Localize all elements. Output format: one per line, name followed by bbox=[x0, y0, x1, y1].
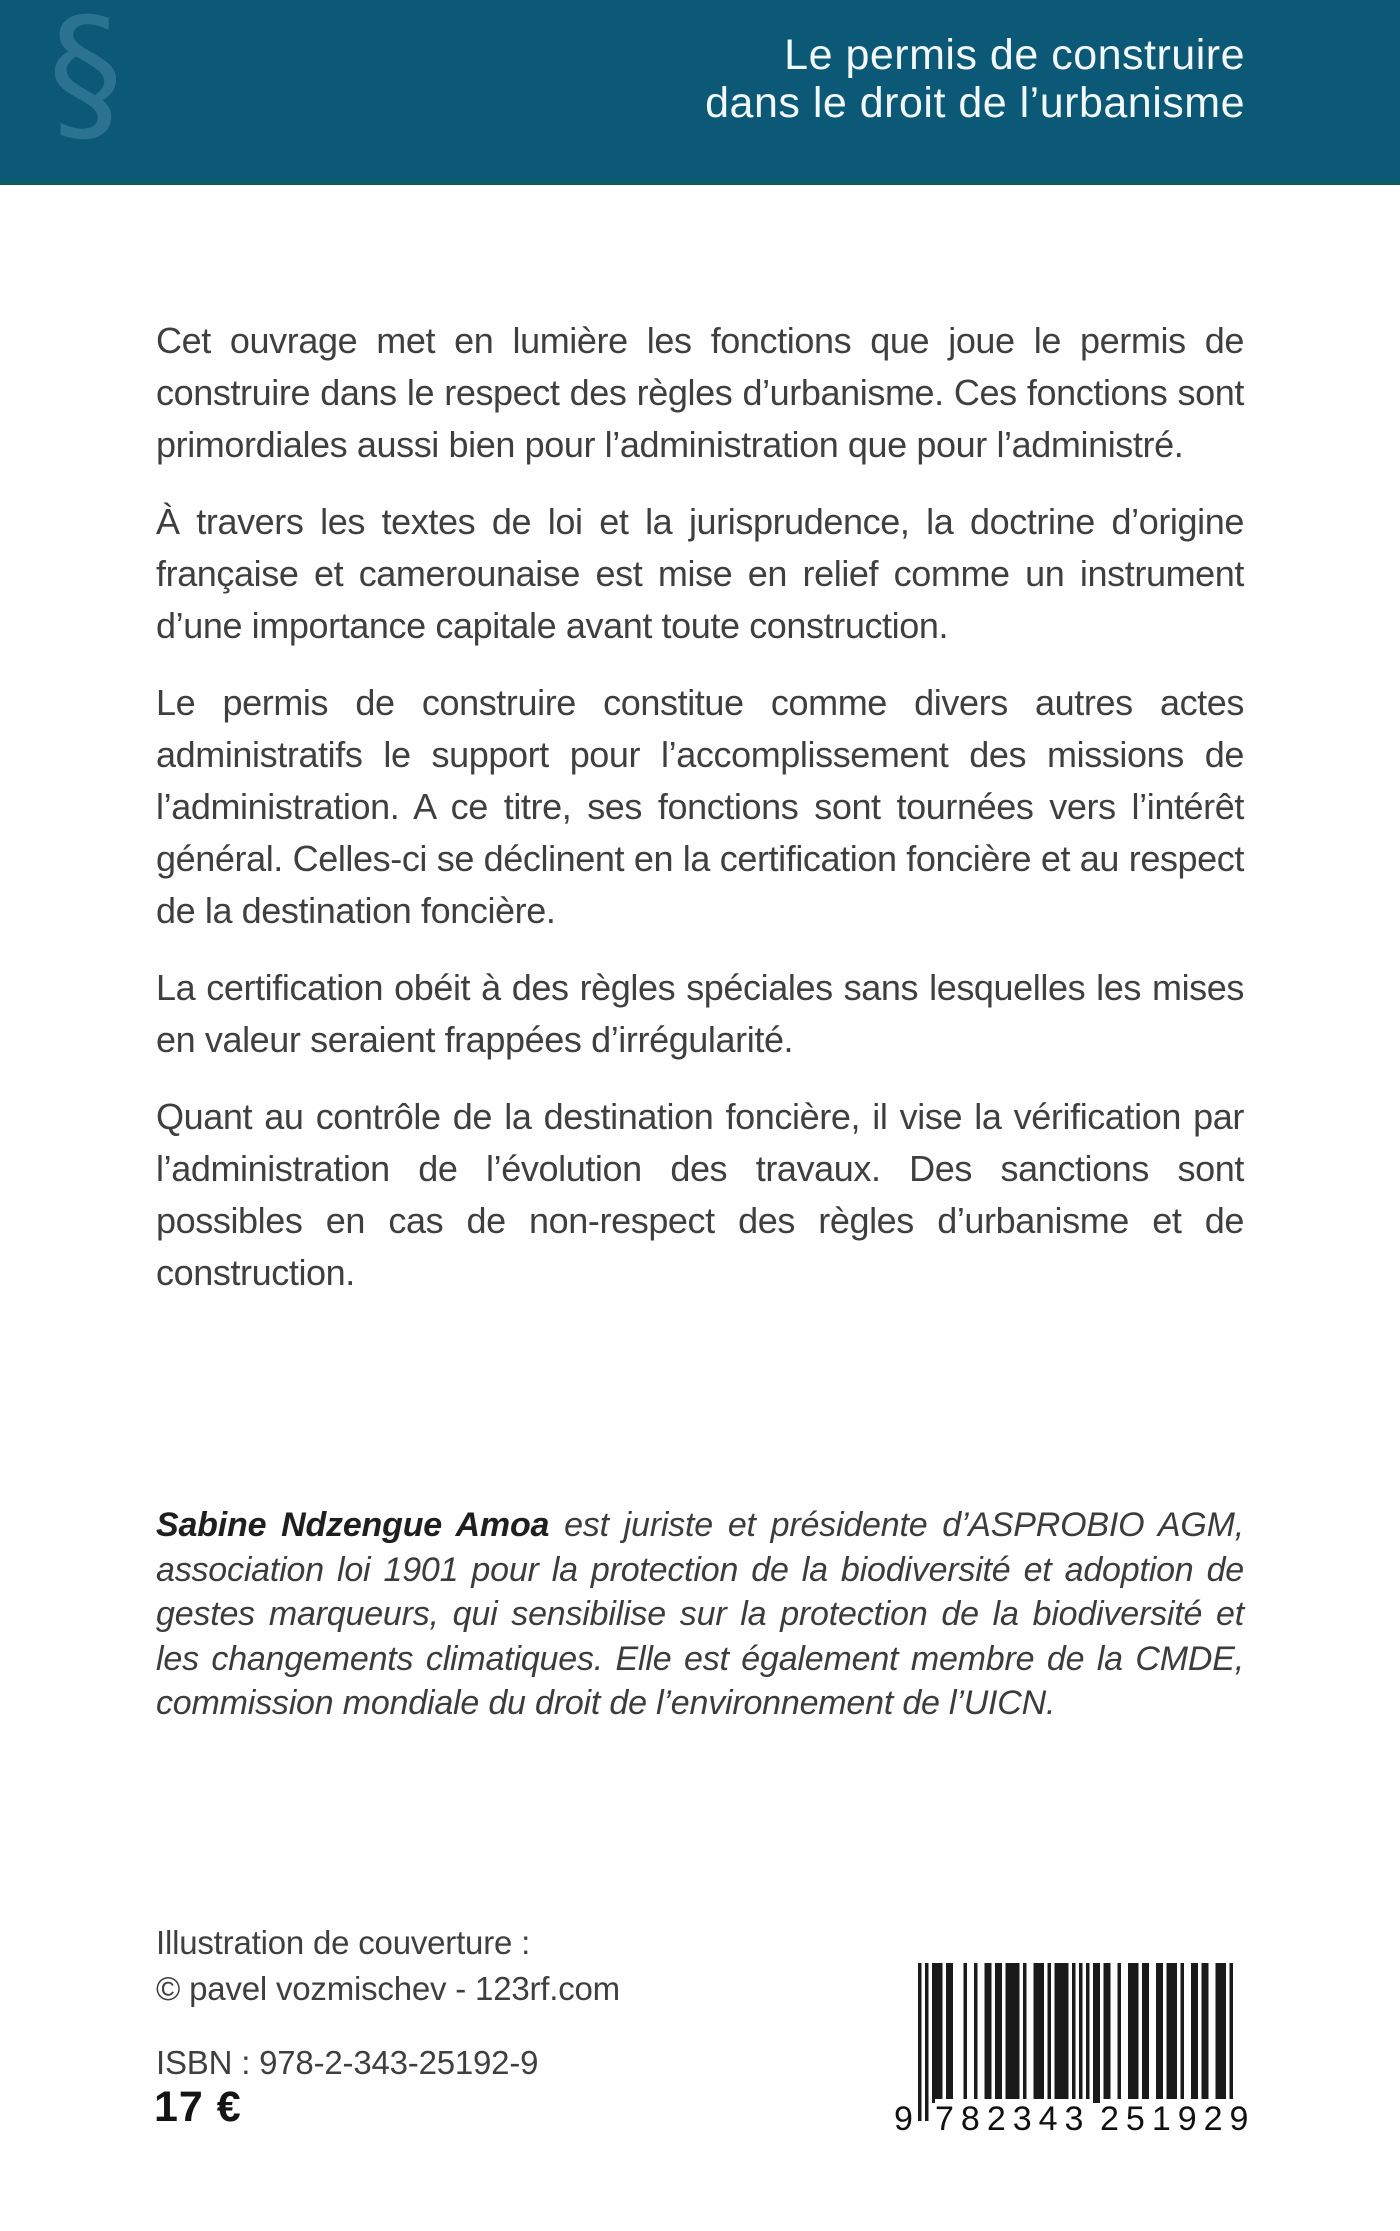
book-title bbox=[705, 31, 1245, 127]
book-title-line-1: Le permis de construire bbox=[784, 31, 1245, 79]
illustration-credit bbox=[156, 1920, 620, 2012]
synopsis-paragraph-2: À travers les textes de loi et la jurisprudence, la doctrine d’origine française et camerounaise est mise en relief comme un instrument d’une importance capitale avant toute construction. bbox=[156, 501, 1244, 646]
synopsis-paragraph-5: Quant au contrôle de la destination foncière, il vise la vérification par l’administration de l’évolution des travaux. Des sanctions sont possibles en cas de non-respect des règles d’urbanisme et de construction. bbox=[156, 1096, 1244, 1293]
synopsis-paragraph-3: Le permis de construire constitue comme divers autres actes administratifs le support pour l’accomplissement des missions de l’administration. A ce titre, ses fonctions sont tournées vers l’intérêt général. Celles-ci se déclinent en la certification foncière et au respect de la destination foncière. bbox=[156, 682, 1244, 931]
barcode-digits-left: 782343 bbox=[935, 2100, 1091, 2138]
ean13-barcode bbox=[894, 1963, 1258, 2141]
barcode-digits-right: 251929 bbox=[1100, 2100, 1256, 2138]
author-name: Sabine Ndzengue Amoa bbox=[156, 1506, 550, 1544]
author-bio bbox=[156, 1503, 1244, 1726]
synopsis-paragraph-4: La certification obéit à des règles spéciales sans lesquelles les mises en valeur seraient frappées d’irrégularité. bbox=[156, 967, 1244, 1060]
isbn-line: ISBN : 978-2-343-25192-9 bbox=[156, 2044, 539, 2081]
section-paragraph-icon: § bbox=[48, 0, 123, 161]
price-label: 17 € bbox=[154, 2083, 242, 2131]
synopsis-paragraph-1: Cet ouvrage met en lumière les fonctions que joue le permis de construire dans le respect des règles d’urbanisme. Ces fonctions sont primordiales aussi bien pour l’administration que pour l’administré. bbox=[156, 320, 1244, 465]
author-bio-text: est juriste et présidente d’ASPROBIO AGM, association loi 1901 pour la protection de la biodiversité et adoption de gestes marqueurs, qui sensibilise sur la protection de la biodiversité et les changements climatiques. Elle est également membre de la CMDE, commission mondiale du droit de l’environnement de l’UICN. bbox=[156, 1506, 1244, 1722]
book-title-line-2: dans le droit de l’urbanisme bbox=[705, 79, 1245, 127]
illustration-credit-line-2: © pavel vozmischev - 123rf.com bbox=[156, 1970, 620, 2007]
illustration-credit-line-1: Illustration de couverture : bbox=[156, 1924, 531, 1961]
barcode-digit-first: 9 bbox=[894, 2100, 913, 2138]
header-band bbox=[0, 0, 1400, 185]
synopsis bbox=[156, 315, 1244, 1324]
